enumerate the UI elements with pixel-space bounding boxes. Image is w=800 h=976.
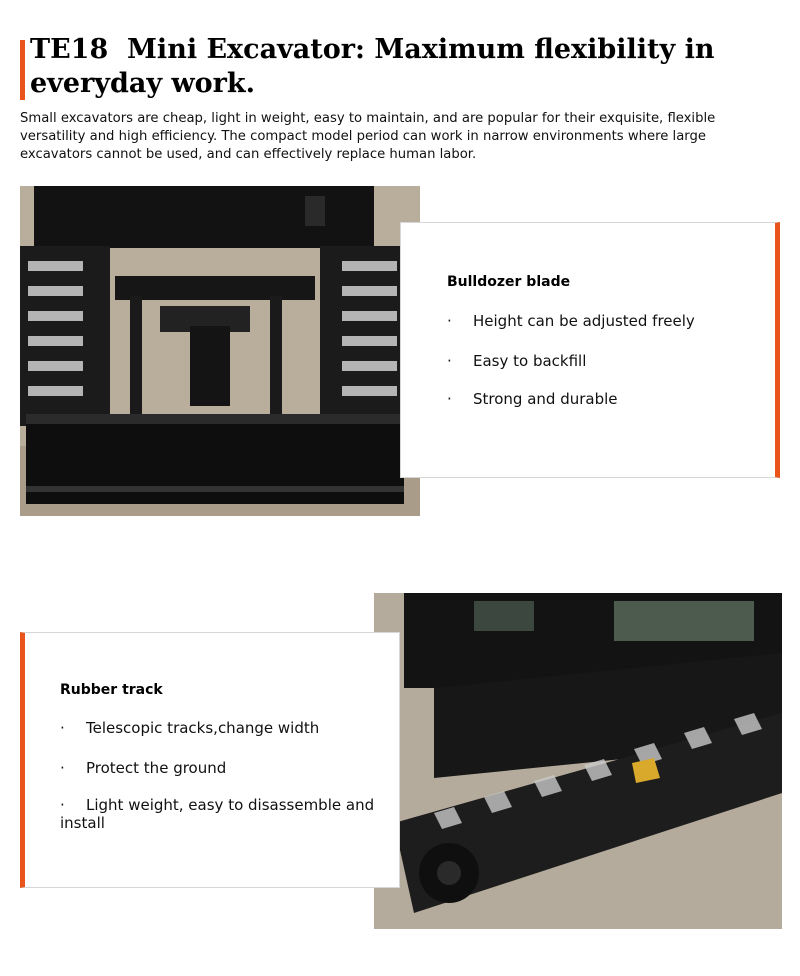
title-accent-bar	[20, 40, 25, 100]
bulldozer-blade-heading: Bulldozer blade	[447, 274, 571, 290]
bullet-icon: ·	[60, 719, 65, 737]
bullet-icon: ·	[60, 796, 65, 814]
bullet-icon: ·	[447, 352, 452, 370]
feature-item	[447, 312, 695, 330]
feature-text: Protect the ground	[86, 759, 227, 777]
bullet-icon: ·	[60, 759, 65, 777]
feature-text: Light weight, easy to disassemble and install	[60, 796, 375, 832]
intro-paragraph: Small excavators are cheap, light in weight, easy to maintain, and are popular for their exquisite, flexible versatility and high efficiency. The compact model period can work in narrow environments where large excavators cannot be used, and can effectively replace human labor.	[20, 111, 716, 162]
feature-text: Height can be adjusted freely	[473, 312, 695, 330]
feature-item	[60, 796, 380, 832]
feature-text: Strong and durable	[473, 390, 618, 408]
bullet-icon: ·	[447, 390, 452, 408]
rubber-track-heading: Rubber track	[60, 682, 163, 698]
bullet-icon: ·	[447, 312, 452, 330]
feature-item	[60, 719, 319, 737]
excavator-track-photo	[374, 593, 782, 929]
feature-item	[447, 390, 618, 408]
feature-text: Easy to backfill	[473, 352, 587, 370]
feature-item	[447, 352, 586, 370]
feature-item	[60, 759, 226, 777]
excavator-blade-photo	[20, 186, 420, 516]
feature-text: Telescopic tracks,change width	[86, 719, 320, 737]
rubber-track-card	[20, 632, 400, 888]
page-title: TE18 Mini Excavator: Maximum flexibility in everyday work.	[30, 34, 724, 99]
bulldozer-blade-card	[400, 222, 780, 478]
